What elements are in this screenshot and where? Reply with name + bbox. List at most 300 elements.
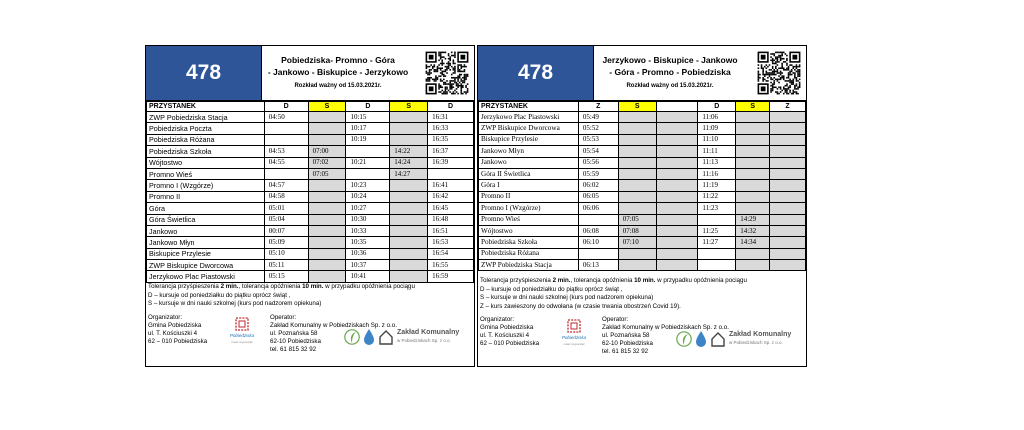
departure-time: 06:06 (578, 203, 618, 214)
departure-time: 05:10 (264, 248, 308, 259)
departure-time (390, 271, 428, 282)
organizer-street: ul. T. Kościuszki 4 (480, 332, 530, 339)
table-row (479, 123, 806, 134)
departure-time (390, 214, 428, 225)
departure-time (770, 260, 806, 271)
table-row (147, 203, 474, 214)
table-row (147, 191, 474, 202)
departure-time: 11:06 (698, 112, 736, 123)
table-row (479, 225, 806, 236)
zk-logo (676, 328, 804, 350)
stop-name: Promno I (Wzgórze) (147, 180, 265, 191)
departure-time: 11:25 (698, 225, 736, 236)
departure-time: 04:58 (264, 191, 308, 202)
pobiedziska-logo-text: Pobiedziska (561, 335, 587, 340)
stop-name: Biskupice Przylesie (147, 248, 265, 259)
table-row (479, 157, 806, 168)
departure-time: 05:59 (578, 168, 618, 179)
departure-time (308, 214, 346, 225)
departure-time (656, 225, 698, 236)
table-row (479, 237, 806, 248)
stop-column-header: PRZYSTANEK (479, 102, 579, 112)
table-row (479, 168, 806, 179)
departure-time: 10:33 (346, 225, 390, 236)
departure-time (770, 191, 806, 202)
departure-time: 10:41 (346, 271, 390, 282)
departure-time: 10:35 (346, 237, 390, 248)
legend-s: S – kursuje w dni nauki szkolnej (kurs pod nadzorem opiekuna) (148, 300, 322, 307)
table-row (479, 134, 806, 145)
departure-time (390, 237, 428, 248)
departure-time (264, 123, 308, 134)
departure-time: 14:29 (736, 214, 770, 225)
qr-code-icon (424, 49, 470, 97)
panel-header (146, 46, 474, 101)
departure-time (698, 260, 736, 271)
day-type-header (656, 102, 698, 112)
departure-time: 04:50 (264, 112, 308, 123)
departure-time: 10:15 (346, 112, 390, 123)
day-type-header: D (346, 102, 390, 112)
departure-time: 04:53 (264, 146, 308, 157)
departure-time: 05:56 (578, 157, 618, 168)
table-row (147, 168, 474, 179)
day-type-header: D (698, 102, 736, 112)
tolerance-text: w przypadku opóźnienia pociągu (655, 277, 747, 284)
leaf-icon (344, 328, 360, 346)
organizer-city: 62 – 010 Pobiedziska (480, 340, 540, 347)
departure-time (618, 134, 656, 145)
table-row (147, 260, 474, 271)
legend-d: D – kursuje od poniedziałku do piątku oprócz świąt , (480, 285, 623, 293)
departure-time: 10:24 (346, 191, 390, 202)
departure-time (390, 112, 428, 123)
table-row (147, 123, 474, 134)
table-header-row (479, 102, 806, 112)
departure-time: 10:30 (346, 214, 390, 225)
stop-name: Góra Świetlica (147, 214, 265, 225)
stop-name: Promno II (147, 191, 265, 202)
tolerance-early: 2 min. (552, 277, 571, 284)
departure-time (390, 180, 428, 191)
tolerance-note (480, 277, 804, 286)
departure-time: 07:10 (618, 237, 656, 248)
departure-time (736, 260, 770, 271)
departure-time (736, 168, 770, 179)
departure-time: 07:00 (308, 146, 346, 157)
departure-time: 14:34 (736, 237, 770, 248)
departure-time (736, 203, 770, 214)
departure-time (770, 237, 806, 248)
departure-time: 07:08 (618, 225, 656, 236)
departure-time: 16:33 (428, 123, 474, 134)
zk-logo-text (729, 331, 791, 347)
departure-time (656, 180, 698, 191)
departure-time (736, 248, 770, 259)
departure-time: 11:10 (698, 134, 736, 145)
stop-name: ZWP Pobiedziska Stacja (147, 112, 265, 123)
departure-time (656, 214, 698, 225)
departure-time (770, 214, 806, 225)
departure-time (346, 146, 390, 157)
departure-time (698, 214, 736, 225)
day-type-header: Z (770, 102, 806, 112)
day-type-header: S (618, 102, 656, 112)
departure-time: 05:52 (578, 123, 618, 134)
departure-time (770, 134, 806, 145)
departure-time (308, 271, 346, 282)
pobiedziska-logo-text: Pobiedziska (229, 333, 255, 338)
departure-time (390, 191, 428, 202)
departure-time: 11:13 (698, 157, 736, 168)
departure-time: 16:42 (428, 191, 474, 202)
stop-name: Jankowo (147, 225, 265, 236)
notes (148, 283, 472, 309)
departure-time (618, 146, 656, 157)
organizer-name: Gmina Pobiedziska (148, 322, 202, 329)
zk-logo-sub: w Pobiedziskach Sp. z o.o. (397, 338, 451, 343)
timetable-panel-outbound (145, 45, 475, 367)
operator-street: ul. Poznańska 58 (270, 330, 318, 337)
departure-time (390, 225, 428, 236)
departure-time: 16:31 (428, 112, 474, 123)
departure-time: 16:37 (428, 146, 474, 157)
legend-s: S – kursuje w dni nauki szkolnej (kurs pod nadzorem opiekuna) (480, 294, 654, 301)
organizer-title: Organizator: (148, 314, 183, 321)
drop-icon (694, 330, 708, 348)
departure-time: 16:45 (428, 203, 474, 214)
departure-time: 16:41 (428, 180, 474, 191)
departure-time: 11:22 (698, 191, 736, 202)
departure-time (770, 157, 806, 168)
departure-time (390, 248, 428, 259)
operator-title: Operator: (602, 316, 629, 323)
departure-time: 06:08 (578, 225, 618, 236)
departure-time (770, 180, 806, 191)
stop-name: Góra II Świetlica (479, 168, 579, 179)
departure-time (578, 214, 618, 225)
table-row (479, 214, 806, 225)
table-header-row (147, 102, 474, 112)
table-row (147, 214, 474, 225)
table-row (479, 203, 806, 214)
operator-street: ul. Poznańska 58 (602, 332, 650, 339)
table-row (147, 112, 474, 123)
departure-time (770, 112, 806, 123)
zk-logo-text (397, 329, 459, 345)
pobiedziska-logo-icon (228, 317, 256, 347)
zk-logo-title: Zakład Komunalny (729, 331, 792, 338)
stop-name: Promno I (Wzgórze) (479, 203, 579, 214)
departure-time: 10:17 (346, 123, 390, 134)
tolerance-text: w przypadku opóźnienia pociągu (323, 283, 415, 290)
departure-time: 05:11 (264, 260, 308, 271)
legend-z: Z – kurs zawieszony do odwołana (w czasie trwania obostrzeń Covid 19). (480, 302, 681, 310)
departure-time: 07:02 (308, 157, 346, 168)
stop-name: Jankowo Młyn (479, 146, 579, 157)
departure-time: 07:05 (308, 168, 346, 179)
organizer-block (148, 314, 207, 346)
departure-time: 10:36 (346, 248, 390, 259)
tolerance-text: Tolerancja przyśpieszenia (480, 277, 553, 284)
table-row (147, 180, 474, 191)
departure-time: 11:23 (698, 203, 736, 214)
stop-name: Wójtostwo (479, 225, 579, 236)
day-type-header: S (308, 102, 346, 112)
departure-time: 16:53 (428, 237, 474, 248)
departure-time: 05:01 (264, 203, 308, 214)
departure-time (770, 225, 806, 236)
departure-time (770, 168, 806, 179)
departure-time (308, 203, 346, 214)
route-description (593, 46, 746, 100)
day-type-header: D (264, 102, 308, 112)
timetable-panel-return (477, 45, 807, 367)
departure-time (656, 248, 698, 259)
table-row (147, 146, 474, 157)
departure-time: 16:35 (428, 134, 474, 145)
operator-city: 62-10 Pobiedziska (602, 340, 653, 347)
leaf-icon (676, 330, 692, 348)
organizer-street: ul. T. Kościuszki 4 (148, 330, 198, 337)
departure-time (698, 248, 736, 259)
table-row (479, 248, 806, 259)
operator-name: Zakład Komunalny w Pobiedziskach Sp. z o.o. (270, 322, 397, 329)
stop-name: Biskupice Przylesie (479, 134, 579, 145)
day-type-header: D (428, 102, 474, 112)
departure-time: 05:53 (578, 134, 618, 145)
departure-time: 16:48 (428, 214, 474, 225)
pobiedziska-logo-icon (560, 319, 588, 349)
table-row (147, 248, 474, 259)
departure-time: 11:11 (698, 146, 736, 157)
table-row (147, 134, 474, 145)
zk-logo-sub: w Pobiedziskach Sp. z o.o. (729, 340, 783, 345)
operator-name: Zakład Komunalny w Pobiedziskach Sp. z o.o. (602, 324, 729, 331)
departure-time (618, 157, 656, 168)
drop-icon (362, 328, 376, 346)
departure-time: 16:59 (428, 271, 474, 282)
table-row (479, 191, 806, 202)
departure-time: 10:19 (346, 134, 390, 145)
departure-time (390, 203, 428, 214)
stop-name: ZWP Biskupice Dworcowa (147, 260, 265, 271)
departure-time: 16:51 (428, 225, 474, 236)
departure-time (656, 112, 698, 123)
departure-time: 14:24 (390, 157, 428, 168)
departure-time (618, 123, 656, 134)
departure-time (656, 203, 698, 214)
departure-time: 11:27 (698, 237, 736, 248)
house-icon (378, 328, 394, 346)
departure-time: 16:54 (428, 248, 474, 259)
departure-time: 10:27 (346, 203, 390, 214)
zk-logo-title: Zakład Komunalny (397, 329, 460, 336)
departure-time (656, 237, 698, 248)
departure-time (770, 146, 806, 157)
tolerance-note (148, 283, 472, 292)
departure-time (618, 260, 656, 271)
stop-name: Promno Wieś (479, 214, 579, 225)
departure-time: 05:15 (264, 271, 308, 282)
departure-time (308, 180, 346, 191)
timetable-table (146, 101, 474, 283)
departure-time: 05:09 (264, 237, 308, 248)
departure-time: 10:37 (346, 260, 390, 271)
departure-time (656, 134, 698, 145)
organizer-title: Organizator: (480, 316, 515, 323)
departure-time: 06:13 (578, 260, 618, 271)
departure-time: 11:19 (698, 180, 736, 191)
departure-time: 06:10 (578, 237, 618, 248)
tolerance-late: 10 min. (302, 283, 324, 290)
departure-time: 04:57 (264, 180, 308, 191)
route-description (261, 46, 414, 100)
departure-time: 05:54 (578, 146, 618, 157)
tolerance-text: , tolerancja opóźnienia (570, 277, 635, 284)
tolerance-text: Tolerancja przyśpieszenia (148, 283, 221, 290)
departure-time: 16:55 (428, 260, 474, 271)
operator-tel: tel. 61 815 32 92 (602, 348, 649, 355)
organizer-block (480, 316, 539, 348)
day-type-header: Z (578, 102, 618, 112)
day-type-header: S (736, 102, 770, 112)
table-row (479, 180, 806, 191)
stop-name: Pobiedziska Różana (147, 134, 265, 145)
departure-time (390, 134, 428, 145)
departure-time (618, 112, 656, 123)
house-icon (710, 330, 726, 348)
route-line-2: - Góra - Promno - Pobiedziska (609, 67, 731, 77)
departure-time (428, 168, 474, 179)
departure-time (736, 180, 770, 191)
departure-time (736, 191, 770, 202)
stop-name: Pobiedziska Różana (479, 248, 579, 259)
operator-tel: tel. 61 815 32 92 (270, 346, 317, 353)
table-row (147, 237, 474, 248)
departure-time (656, 146, 698, 157)
departure-time (308, 123, 346, 134)
line-number: 478 (146, 46, 261, 100)
table-row (147, 225, 474, 236)
departure-time (656, 157, 698, 168)
departure-time: 11:09 (698, 123, 736, 134)
validity-date: Rozkład ważny od 15.03.2021r. (294, 83, 382, 89)
table-row (479, 112, 806, 123)
departure-time (264, 134, 308, 145)
operator-title: Operator: (270, 314, 297, 321)
panel-header (478, 46, 806, 101)
stop-name: Jankowo Młyn (147, 237, 265, 248)
line-number: 478 (478, 46, 593, 100)
departure-time (308, 237, 346, 248)
stop-name: Promno II (479, 191, 579, 202)
departure-time (618, 203, 656, 214)
departure-time (770, 248, 806, 259)
departure-time: 11:16 (698, 168, 736, 179)
operator-city: 62-10 Pobiedziska (270, 338, 321, 345)
departure-time: 14:32 (736, 225, 770, 236)
departure-time (736, 112, 770, 123)
stop-name: ZWP Pobiedziska Stacja (479, 260, 579, 271)
table-row (479, 260, 806, 271)
stop-name: Pobiedziska Szkoła (147, 146, 265, 157)
stop-name: Jerzykowo Plac Piastowski (147, 271, 265, 282)
departure-time: 14:22 (390, 146, 428, 157)
departure-time (308, 225, 346, 236)
departure-time (308, 134, 346, 145)
stop-name: Góra (147, 203, 265, 214)
stop-name: Pobiedziska Szkoła (479, 237, 579, 248)
departure-time: 06:05 (578, 191, 618, 202)
departure-time (770, 203, 806, 214)
departure-time (618, 180, 656, 191)
departure-time: 06:02 (578, 180, 618, 191)
stop-name: Jerzykowo Plac Piastowski (479, 112, 579, 123)
table-row (479, 146, 806, 157)
stop-name: Wójtostwo (147, 157, 265, 168)
departure-time (736, 146, 770, 157)
departure-time (656, 191, 698, 202)
table-row (147, 271, 474, 282)
stop-name: ZWP Biskupice Dworcowa (479, 123, 579, 134)
departure-time (736, 123, 770, 134)
departure-time (308, 248, 346, 259)
departure-time (770, 123, 806, 134)
departure-time (390, 260, 428, 271)
departure-time (736, 157, 770, 168)
departure-time (308, 260, 346, 271)
departure-time (618, 248, 656, 259)
tolerance-early: 2 min. (220, 283, 239, 290)
departure-time: 05:04 (264, 214, 308, 225)
organizer-city: 62 – 010 Pobiedziska (148, 338, 208, 345)
stop-name: Jankowo (479, 157, 579, 168)
departure-time (618, 191, 656, 202)
stop-name: Promno Wieś (147, 168, 265, 179)
organizer-name: Gmina Pobiedziska (480, 324, 534, 331)
departure-time (656, 260, 698, 271)
zk-logo (344, 326, 472, 348)
stop-column-header: PRZYSTANEK (147, 102, 265, 112)
departure-time (578, 248, 618, 259)
departure-time (656, 123, 698, 134)
departure-time (346, 168, 390, 179)
stop-name: Góra I (479, 180, 579, 191)
notes (480, 277, 804, 311)
departure-time: 00:07 (264, 225, 308, 236)
route-line-1: Pobiedziska- Promno - Góra (281, 55, 395, 65)
departure-time: 16:39 (428, 157, 474, 168)
departure-time (736, 134, 770, 145)
departure-time: 05:49 (578, 112, 618, 123)
departure-time (308, 191, 346, 202)
departure-time (618, 168, 656, 179)
departure-time: 10:23 (346, 180, 390, 191)
timetable-table (478, 101, 806, 271)
departure-time: 10:21 (346, 157, 390, 168)
stop-name: Pobiedziska Poczta (147, 123, 265, 134)
legend-d: D – kursuje od poniedziałku do piątku oprócz świąt , (148, 291, 291, 299)
departure-time: 07:05 (618, 214, 656, 225)
tolerance-text: , tolerancja opóźnienia (238, 283, 303, 290)
table-row (147, 157, 474, 168)
route-line-1: Jerzykowo - Biskupice - Jankowo (602, 55, 738, 65)
tolerance-late: 10 min. (634, 277, 656, 284)
validity-date: Rozkład ważny od 15.03.2021r. (626, 83, 714, 89)
pobiedziska-logo-sub: masz wypocząć (563, 342, 585, 346)
departure-time (308, 112, 346, 123)
